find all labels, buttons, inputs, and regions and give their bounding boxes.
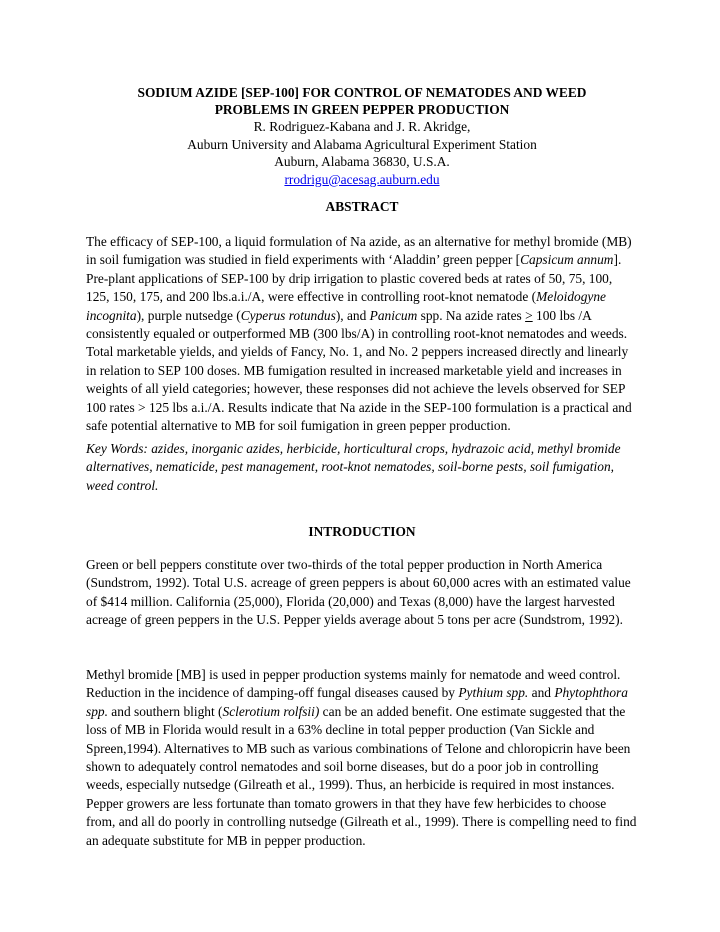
intro-text-4: can be an added benefit. One estimate suggested that the loss of MB in Florida would result in a 63% decline in total pepper production (Van Sickle and Spreen,1994). Alternatives to MB such as various combinations of Telone and chloropicrin have been shown to adequately control nematodes and soil borne diseases, but do a poor job in controlling weeds, especially nutsedge (Gilreath et al., 1999). Thus, an herbicide is required in most instances. Pepper growers are less fortunate than tomato growers in that they have few herbicides to choose from, and all do poorly in controlling nutsedge (Gilreath et al., 1999). There is compelling need to find an adequate substitute for MB in pepper production.	[86, 703, 637, 848]
intro-text-1: Methyl bromide [MB] is used in pepper production systems mainly for nematode and weed control. Reduction in the incidence of damping-off fungal diseases caused by	[86, 667, 621, 701]
intro-text-3: and southern blight (	[107, 703, 223, 719]
title-line-1: SODIUM AZIDE [SEP-100] FOR CONTROL OF NEMATODES AND WEED	[137, 85, 587, 100]
author-email-link[interactable]: rrodrigu@acesag.auburn.edu	[284, 171, 440, 187]
title-line-2: PROBLEMS IN GREEN PEPPER PRODUCTION	[214, 102, 510, 117]
abstract-species-cyperus: Cyperus rotundus	[240, 307, 336, 323]
author-block	[86, 118, 638, 188]
introduction-paragraph-2	[86, 666, 638, 850]
abstract-paragraph	[86, 233, 638, 435]
author-location: Auburn, Alabama 36830, U.S.A.	[274, 154, 450, 170]
author-names: R. Rodriguez-Kabana and J. R. Akridge,	[253, 119, 471, 134]
intro-text-2: and	[528, 685, 555, 701]
author-affiliation: Auburn University and Alabama Agricultural Experiment Station	[187, 136, 537, 152]
introduction-paragraph-1: Green or bell peppers constitute over two-thirds of the total pepper production in North America (Sundstrom, 1992). Total U.S. acreage of green peppers is about 60,000 acres with an estimated value of $414 million. California (25,000), Florida (20,000) and Texas (8,000) have the largest harvested acreage of green peppers in the U.S. Pepper yields average about 5 tons per acre (Sundstrom, 1992).	[86, 557, 631, 628]
intro-species-pythium: Pythium spp.	[458, 685, 529, 701]
abstract-species-capsicum: Capsicum annum	[520, 252, 614, 268]
introduction-heading: INTRODUCTION	[308, 524, 416, 539]
key-words: Key Words: azides, inorganic azides, herbicide, horticultural crops, hydrazoic acid, methyl bromide alternatives, nematicide, pest management, root-knot nematodes, soil-borne pests, soil fumigation, weed control.	[86, 441, 621, 493]
intro-species-sclerotium: Sclerotium rolfsii)	[222, 703, 320, 719]
abstract-ge-symbol: >	[525, 307, 533, 323]
abstract-heading: ABSTRACT	[325, 199, 399, 214]
abstract-text-6: 100 lbs /A consistently equaled or outperformed MB (300 lbs/A) in controlling root-knot nematodes and weeds. Total marketable yields, and yields of Fancy, No. 1, and No. 2 peppers increased directly and linearly in relation to SEP 100 doses. MB fumigation resulted in increased marketable yield and increases in weights of all yield categories; however, these responses did not achieve the levels observed for SEP 100 rates > 125 lbs a.i./A. Results indicate that Na azide in the SEP-100 formulation is a practical and safe potential alternative to MB for soil fumigation in green pepper production.	[86, 307, 632, 434]
abstract-text-1: The efficacy of SEP-100, a liquid formulation of Na azide, as an alternative for methyl bromide (MB) in soil fumigation was studied in field experiments with ‘Aladdin’ green pepper [	[86, 234, 632, 268]
abstract-text-5: spp. Na azide rates	[417, 307, 526, 323]
abstract-text-3: ), purple nutsedge (	[136, 307, 241, 323]
intro-species-phytophthora: Phytophthora spp.	[86, 685, 628, 719]
abstract-species-meloidogyne: Meloidogyne incognita	[86, 289, 606, 323]
abstract-species-panicum: Panicum	[369, 307, 418, 323]
paper-title	[86, 84, 638, 118]
abstract-text-4: ), and	[335, 307, 370, 323]
abstract-text-2: ]. Pre-plant applications of SEP-100 by drip irrigation to plastic covered beds at rates of 50, 75, 100, 125, 150, 175, and 200 lbs.a.i./A, were effective in controlling root-knot nematode (	[86, 252, 622, 305]
